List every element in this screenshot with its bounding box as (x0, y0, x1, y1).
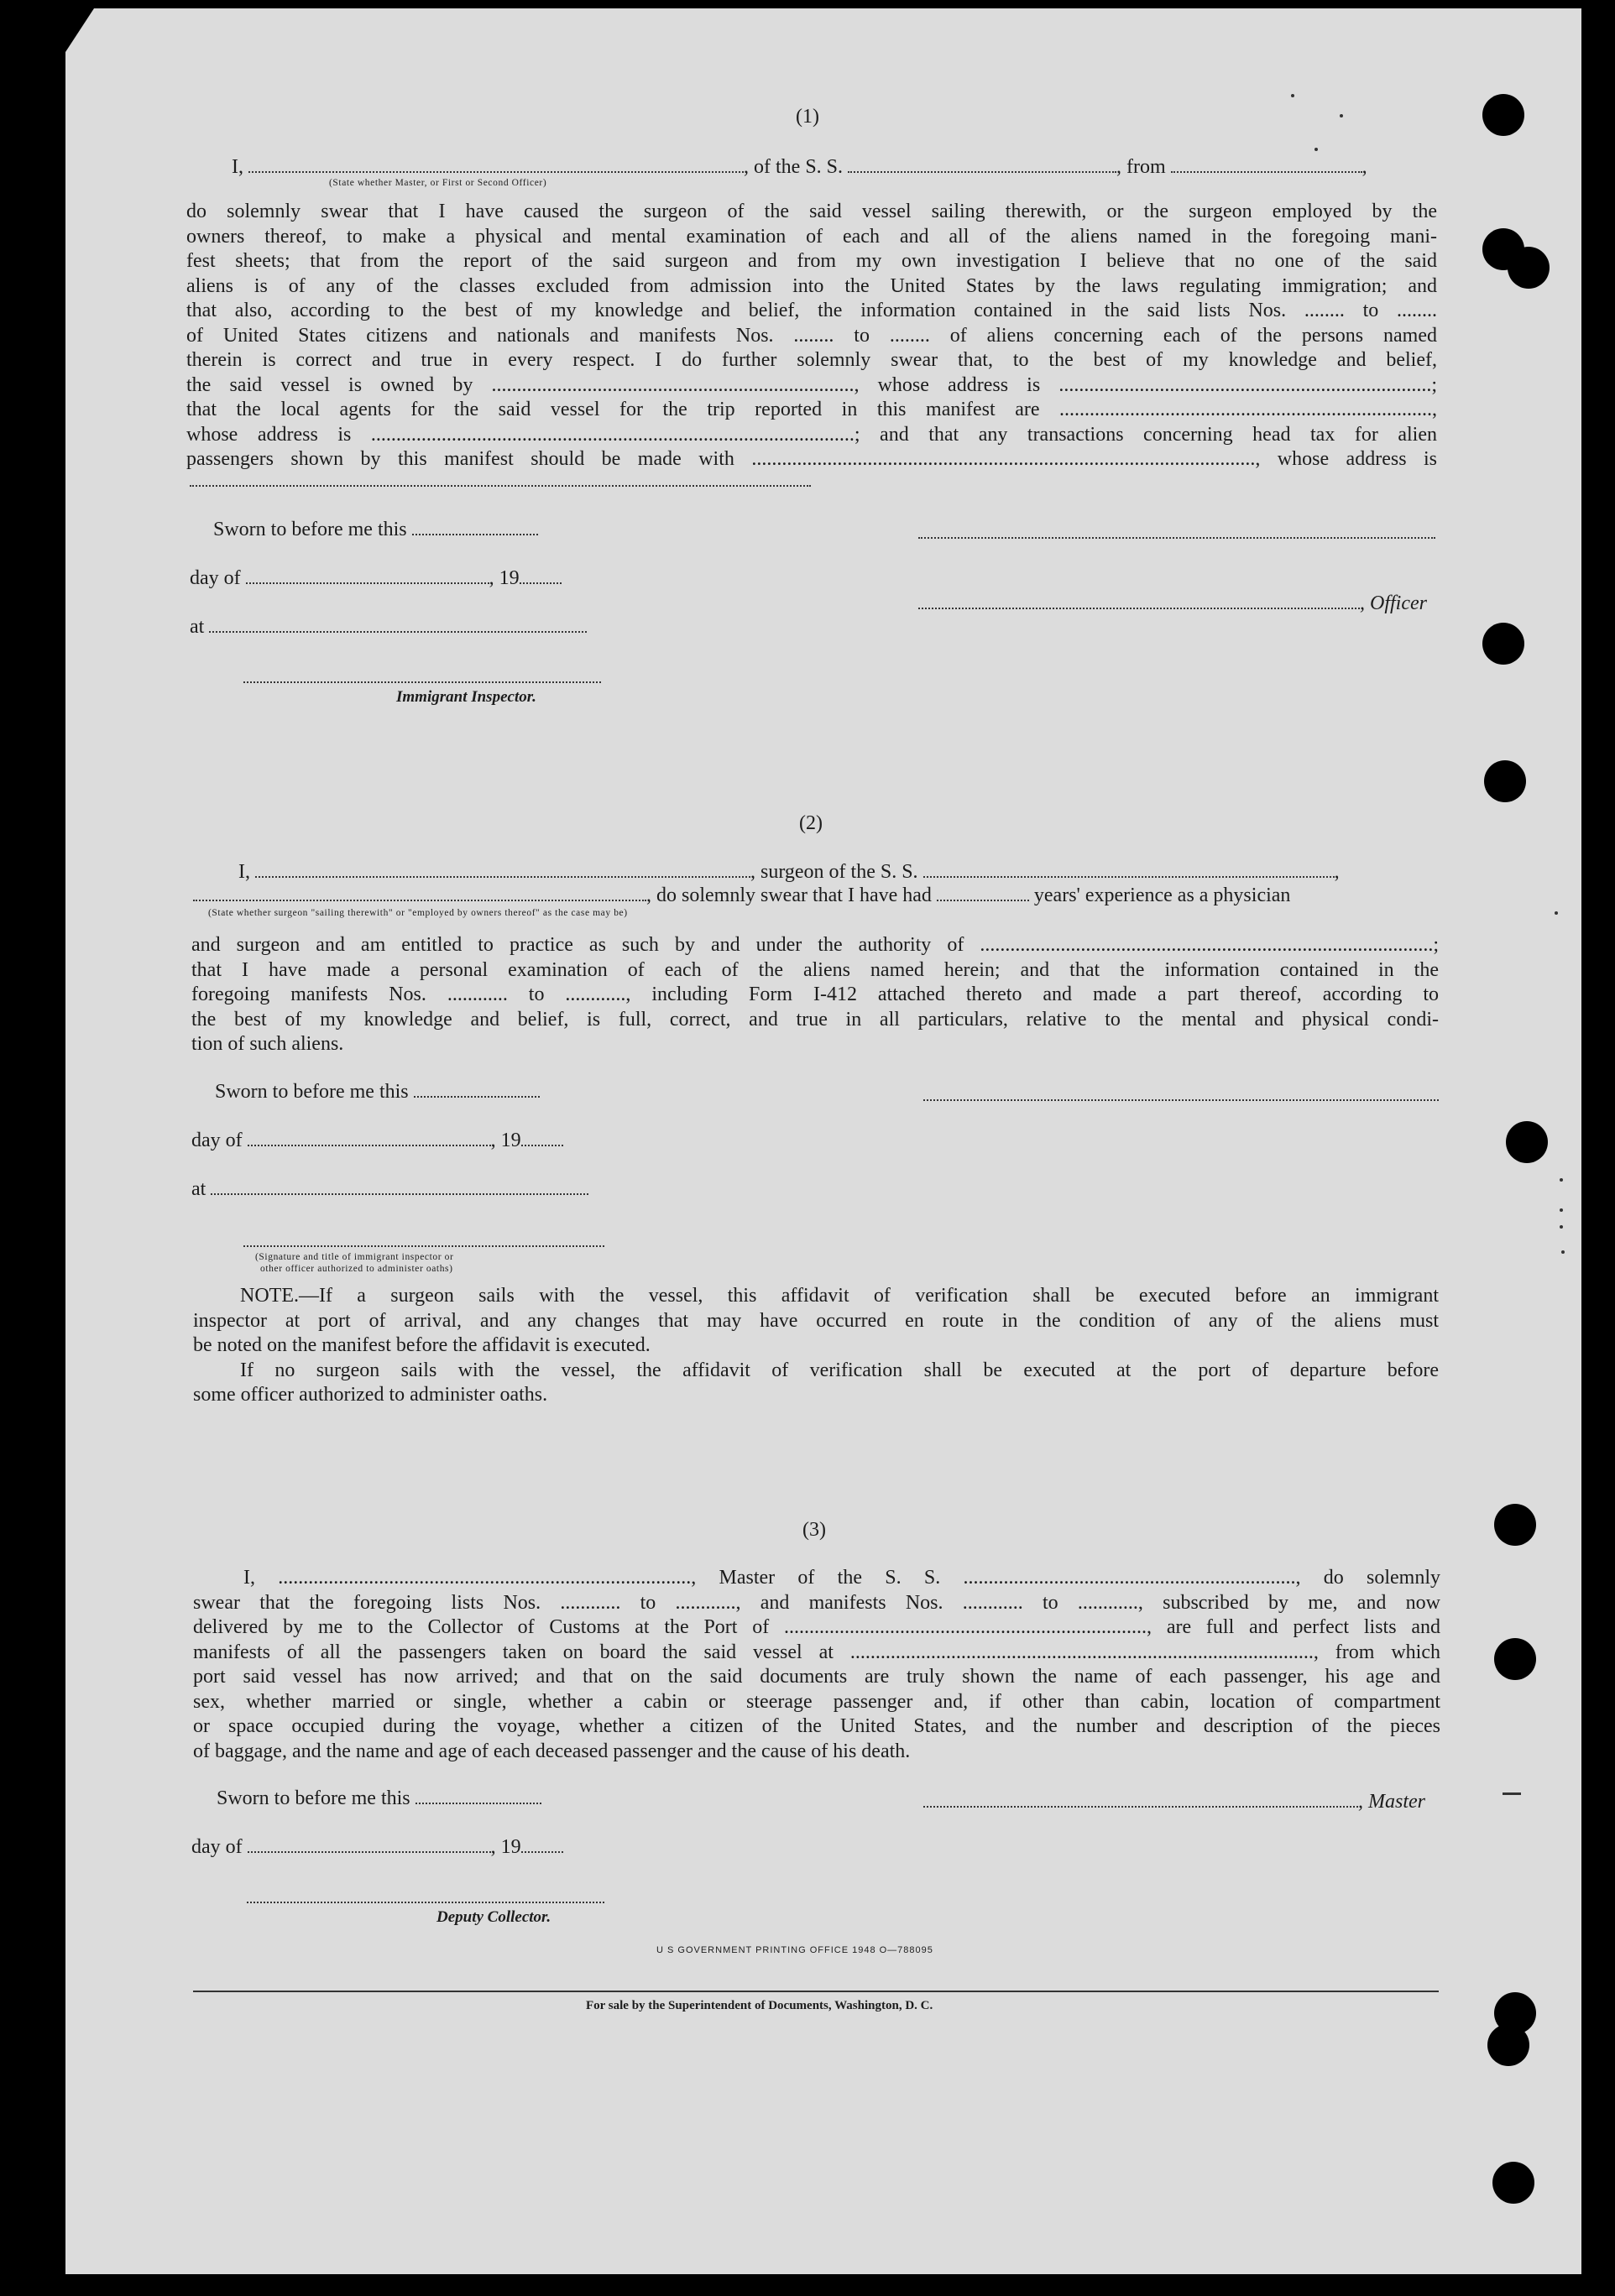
at-text: at (191, 1178, 206, 1200)
ink-speck (1340, 114, 1343, 117)
paragraph-line: delivered by me to the Collector of Customs at the Port of ........................................................................, are full and perfect lists and (193, 1616, 1440, 1638)
experience-line (193, 884, 1290, 907)
oath-paragraph-2 (191, 933, 1439, 1057)
collector-caption: Deputy Collector. (436, 1908, 551, 1926)
day-of-text: day of (191, 1836, 243, 1858)
ink-speck (1560, 1225, 1563, 1229)
sworn-label (213, 519, 538, 541)
note-line: some officer authorized to administer oaths. (193, 1384, 548, 1406)
at-place-blank[interactable] (209, 631, 587, 633)
note-line: be noted on the manifest before the affidavit is executed. (193, 1334, 651, 1356)
surgeon-line (238, 861, 1340, 884)
officer-name-blank[interactable] (248, 171, 744, 173)
surgeon-name-blank[interactable] (255, 876, 750, 878)
port-from-blank[interactable] (1171, 171, 1362, 173)
pronoun-label: I, (238, 861, 250, 883)
ink-speck (1561, 1250, 1565, 1254)
address-continuation-blank[interactable] (190, 485, 811, 487)
at-text: at (190, 616, 205, 638)
sworn-text: Sworn to before me this (217, 1787, 410, 1809)
year-prefix: , 19 (490, 1130, 521, 1151)
paragraph-line: manifests of all the passengers taken on board the said vessel at ............................................................................................, from which (193, 1641, 1440, 1663)
sworn-label (217, 1787, 541, 1810)
punch-hole (1508, 247, 1550, 289)
note-line: If no surgeon sails with the vessel, the affidavit of verification shall be executed at the port of departure before (240, 1359, 1439, 1381)
officer-title-blank[interactable] (918, 608, 1360, 609)
paragraph-line: therein is correct and true in every respect. I do further solemnly swear that, to the best of my knowledge and belief, (186, 349, 1437, 371)
oath-line-officer (232, 156, 1367, 179)
paragraph-line: the said vessel is owned by ........................................................................, whose address is ..........................................................................; (186, 373, 1437, 396)
collector-signature-blank[interactable] (247, 1902, 604, 1903)
day-of-text: day of (190, 567, 241, 589)
note-paragraph (193, 1284, 1439, 1408)
surgeon-vessel-blank[interactable] (923, 876, 1335, 878)
solemnly-label: , do solemnly swear that I have had (646, 884, 932, 906)
signature-hint: other officer authorized to administer oaths) (260, 1264, 453, 1274)
oath-paragraph-3 (193, 1566, 1440, 1764)
day-of-blank[interactable] (248, 1145, 491, 1146)
paragraph-line: swear that the foregoing lists Nos. ............ to ............, and manifests Nos. ............ to ............, subscribed by me, and now (193, 1591, 1440, 1614)
paragraph-line: passengers shown by this manifest should be made with ...................................................................................................., whose address is (186, 448, 1437, 470)
inspector-caption: Immigrant Inspector. (396, 688, 536, 706)
from-label: , from (1116, 156, 1166, 178)
paragraph-line: the best of my knowledge and belief, is full, correct, and true in all particulars, relative to the mental and physical condi- (191, 1008, 1439, 1031)
paragraph-line: I, .................................................................................., Master of the S. S. .................................................................., do solemnly (243, 1567, 1440, 1589)
line-end: , (1334, 861, 1340, 883)
sworn-text: Sworn to before me this (213, 519, 407, 540)
pronoun-label: I, (232, 156, 243, 178)
paragraph-line: of United States citizens and nationals and manifests Nos. ........ to ........ of aliens concerning each of the persons named (186, 324, 1437, 347)
day-of-label (191, 1130, 563, 1152)
punch-hole (1487, 2024, 1529, 2066)
sworn-date-blank[interactable] (416, 1803, 541, 1804)
surgeon-vessel-label: , surgeon of the S. S. (750, 861, 918, 883)
ink-speck (1560, 1208, 1563, 1212)
day-of-blank[interactable] (246, 582, 489, 584)
note-line: inspector at port of arrival, and any changes that may have occurred en route in the condition of any of the aliens must (193, 1309, 1439, 1332)
punch-hole (1484, 760, 1526, 802)
ink-speck (1560, 1178, 1563, 1182)
year-blank[interactable] (521, 1851, 563, 1853)
vessel-label: , of the S. S. (744, 156, 844, 178)
sworn-date-blank[interactable] (414, 1096, 540, 1098)
day-of-blank[interactable] (248, 1851, 491, 1853)
note-line: NOTE.—If a surgeon sails with the vessel, this affidavit of verification shall be executed before an immigrant (240, 1285, 1439, 1307)
authorized-officer-signature-blank[interactable] (243, 1245, 604, 1247)
surgeon-signature-blank[interactable] (923, 1099, 1439, 1101)
paragraph-line: port said vessel has now arrived; and that on the said documents are truly shown the name of each passenger, his age and (193, 1666, 1440, 1688)
paragraph-line: owners thereof, to make a physical and mental examination of each and all of the aliens named in the foregoing mani- (186, 225, 1437, 248)
paragraph-line: that I have made a personal examination of each of the aliens named herein; and that the information contained in the (191, 958, 1439, 981)
year-blank[interactable] (521, 1145, 563, 1146)
years-blank[interactable] (937, 900, 1029, 901)
ink-speck (1314, 148, 1318, 151)
at-label (191, 1178, 588, 1201)
punch-hole (1506, 1121, 1548, 1163)
at-label (190, 616, 587, 639)
line-end: , (1362, 156, 1367, 178)
year-prefix: , 19 (489, 567, 520, 589)
master-signature-line (923, 1791, 1425, 1813)
section-number: (3) (802, 1519, 826, 1541)
sworn-date-blank[interactable] (412, 534, 538, 535)
paragraph-line: of baggage, and the name and age of each deceased passenger and the cause of his death. (193, 1740, 911, 1762)
master-signature-blank[interactable] (923, 1806, 1358, 1808)
paragraph-line: whose address is ................................................................................................; and that any transactions concerning head tax for alien (186, 423, 1437, 446)
at-place-blank[interactable] (211, 1193, 588, 1195)
master-label: , Master (1358, 1791, 1425, 1813)
ink-mark (1503, 1792, 1521, 1795)
ink-speck (1555, 911, 1558, 915)
paragraph-line: foregoing manifests Nos. ............ to ............, including Form I-412 attached thereto and made a part thereof, according to (191, 984, 1439, 1005)
punch-hole (1482, 623, 1524, 665)
section-number: (2) (799, 812, 823, 834)
punch-hole (1494, 1504, 1536, 1546)
sale-notice: For sale by the Superintendent of Documents, Washington, D. C. (586, 1999, 933, 2012)
sworn-text: Sworn to before me this (215, 1081, 409, 1103)
paragraph-line: sex, whether married or single, whether a cabin or steerage passenger and, if other than cabin, location of compartment (193, 1690, 1440, 1713)
day-of-text: day of (191, 1130, 243, 1151)
paragraph-line: fest sheets; that from the report of the said surgeon and from my own investigation I believe that no one of the said (186, 250, 1437, 272)
footer-rule (193, 1991, 1439, 1992)
paragraph-line: that the local agents for the said vessel for the trip reported in this manifest are .........................................................................., (186, 399, 1437, 420)
paragraph-line: or space occupied during the voyage, whether a citizen of the United States, and the number and description of the pieces (193, 1715, 1440, 1737)
year-blank[interactable] (520, 582, 562, 584)
punch-hole (1492, 2162, 1534, 2204)
officer-title-line (918, 592, 1427, 615)
vessel-name-blank[interactable] (848, 171, 1116, 173)
paragraph-line: tion of such aliens. (191, 1033, 344, 1055)
paragraph-line: and surgeon and am entitled to practice as such by and under the authority of ..........................................................................................; (191, 934, 1439, 956)
surgeon-hint: (State whether surgeon "sailing therewith" or "employed by owners thereof" as the case may be) (208, 908, 628, 918)
inspector-signature-blank[interactable] (243, 681, 601, 683)
paragraph-line: that also, according to the best of my knowledge and belief, the information contained in the said lists Nos. ........ to ........ (186, 300, 1437, 321)
oath-paragraph-1 (186, 200, 1437, 472)
year-prefix: , 19 (490, 1836, 521, 1858)
day-of-label (191, 1836, 563, 1859)
day-of-label (190, 567, 562, 590)
officer-label: , Officer (1360, 592, 1427, 614)
signature-hint: (Signature and title of immigrant inspector or (255, 1252, 454, 1262)
officer-hint: (State whether Master, or First or Second Officer) (329, 178, 547, 188)
paragraph-line: aliens is of any of the classes excluded from admission into the United States by the laws regulating immigration; and (186, 274, 1437, 297)
officer-signature-blank[interactable] (918, 537, 1435, 539)
sworn-label (215, 1081, 540, 1104)
punch-hole (1482, 94, 1524, 136)
ink-speck (1291, 94, 1294, 97)
paragraph-line: do solemnly swear that I have caused the surgeon of the said vessel sailing therewith, or the surgeon employed by the (186, 201, 1437, 222)
printing-office-imprint: U S GOVERNMENT PRINTING OFFICE 1948 O—788095 (656, 1945, 933, 1955)
years-label: years' experience as a physician (1033, 884, 1291, 906)
surgeon-status-blank[interactable] (193, 900, 646, 901)
punch-hole (1494, 1638, 1536, 1680)
section-number: (1) (796, 106, 819, 128)
